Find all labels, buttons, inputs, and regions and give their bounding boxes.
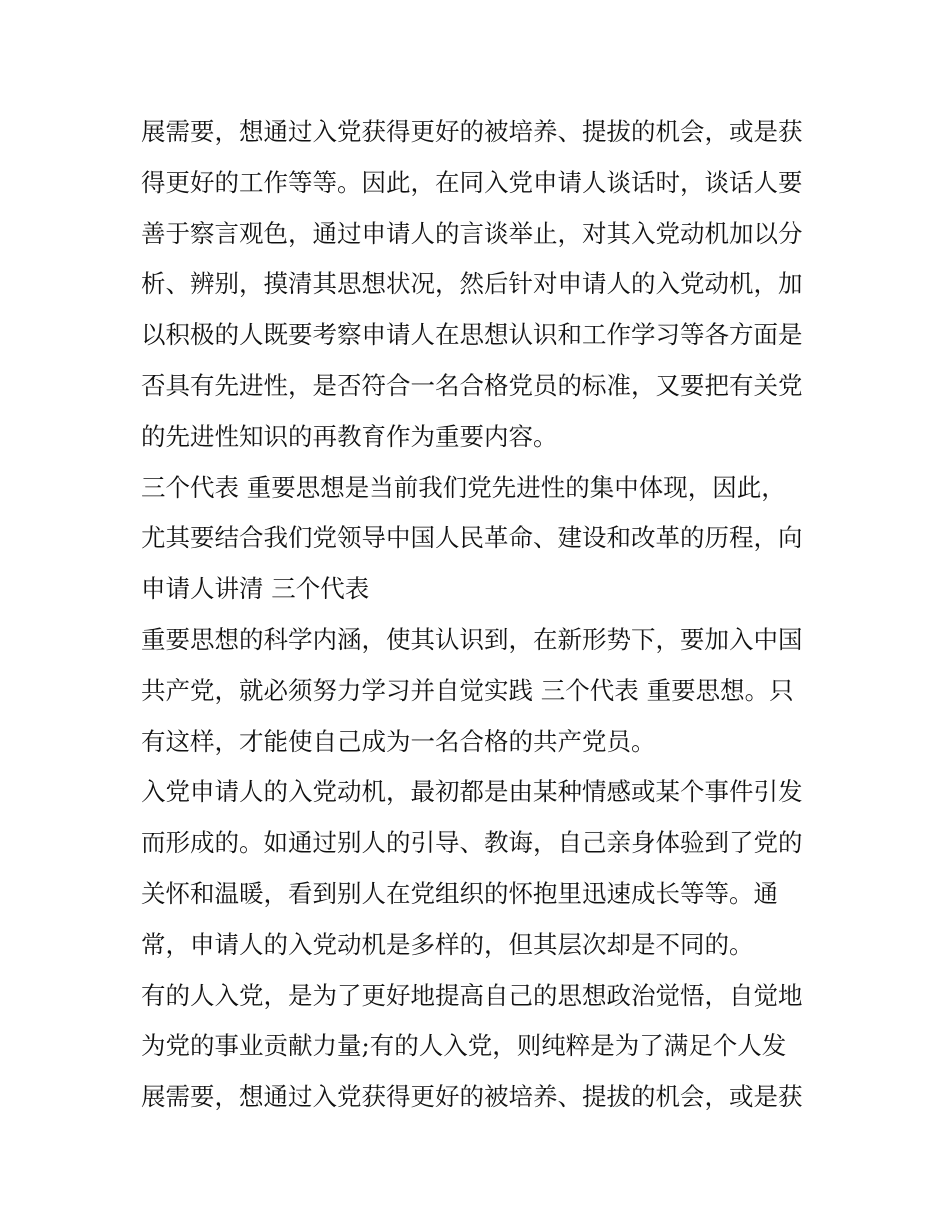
- text-line: 关怀和温暖，看到别人在党组织的怀抱里迅速成长等等。通: [141, 878, 778, 908]
- text-line: 尤其要结合我们党领导中国人民革命、建设和改革的历程，向: [141, 523, 803, 553]
- text-line: 的先进性知识的再教育作为重要内容。: [141, 421, 558, 451]
- text-line: 展需要，想通过入党获得更好的被培养、提拔的机会，或是获: [141, 117, 803, 146]
- text-line: 入党申请人的入党动机，最初都是由某种情感或某个事件引发: [141, 777, 803, 807]
- text-line: 有的人入党，是为了更好地提高自己的思想政治觉悟，自觉地: [141, 980, 803, 1010]
- text-line: 析、辨别，摸清其思想状况，然后针对申请人的入党动机，加: [141, 269, 803, 299]
- text-line: 以积极的人既要考察申请人在思想认识和工作学习等各方面是: [141, 320, 803, 350]
- text-line: 否具有先进性，是否符合一名合格党员的标准，又要把有关党: [141, 370, 803, 400]
- text-line: 得更好的工作等等。因此，在同入党申请人谈话时，谈话人要: [141, 167, 803, 197]
- text-line: 有这样，才能使自己成为一名合格的共产党员。: [141, 726, 656, 756]
- text-line: 为党的事业贡献力量;有的人入党，则纯粹是为了满足个人发: [141, 1031, 787, 1061]
- text-line: 三个代表 重要思想是当前我们党先进性的集中体现，因此，: [141, 472, 786, 502]
- text-line: 申请人讲清 三个代表: [141, 574, 370, 604]
- text-line: 常，申请人的入党动机是多样的，但其层次却是不同的。: [141, 929, 754, 959]
- text-line: 展需要，想通过入党获得更好的被培养、提拔的机会，或是获: [141, 1082, 803, 1112]
- text-line: 共产党，就必须努力学习并自觉实践 三个代表 重要思想。只: [141, 675, 794, 705]
- text-line: 而形成的。如通过别人的引导、教诲，自己亲身体验到了党的: [141, 828, 803, 858]
- text-line: 重要思想的科学内涵，使其认识到，在新形势下，要加入中国: [141, 624, 803, 654]
- body-text: [141, 107, 821, 1123]
- text-line: 善于察言观色，通过申请人的言谈举止，对其入党动机加以分: [141, 218, 803, 248]
